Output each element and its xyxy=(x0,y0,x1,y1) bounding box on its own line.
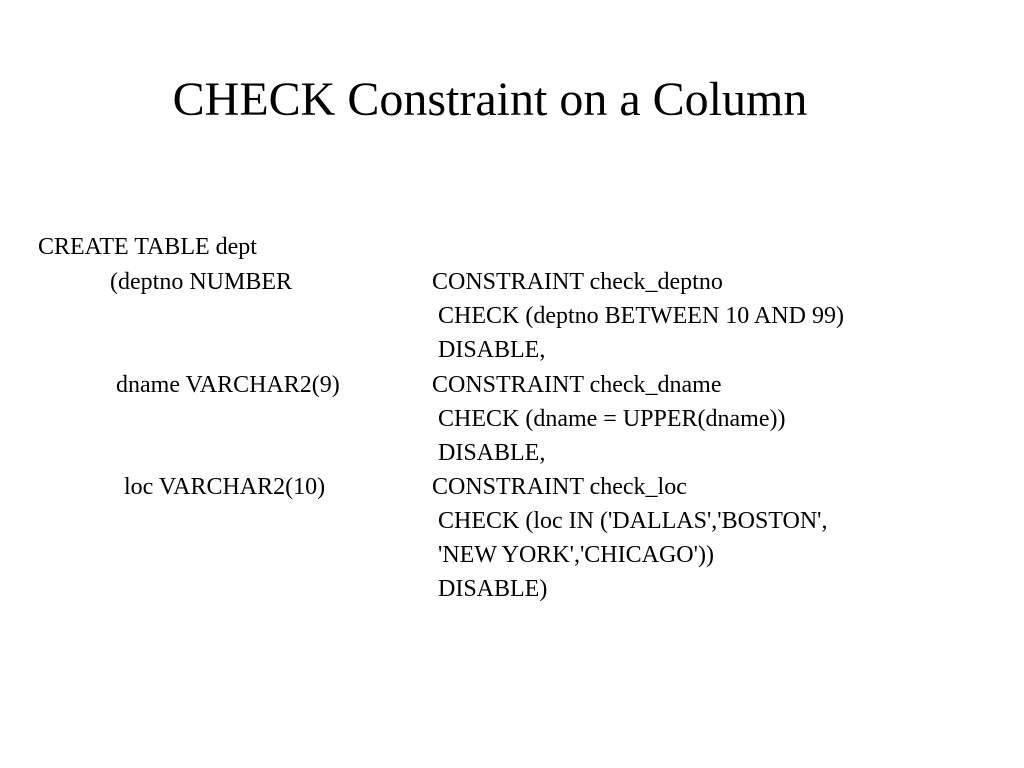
loc-disable-clause: DISABLE) xyxy=(438,576,548,602)
create-table-line: CREATE TABLE dept xyxy=(38,234,257,260)
deptno-column-definition: (deptno NUMBER xyxy=(110,269,292,295)
dname-constraint-name: CONSTRAINT check_dname xyxy=(432,372,722,398)
dname-disable-clause: DISABLE, xyxy=(438,440,546,466)
loc-column-definition: loc VARCHAR2(10) xyxy=(124,474,326,500)
dname-check-clause: CHECK (dname = UPPER(dname)) xyxy=(438,406,786,432)
deptno-check-clause: CHECK (deptno BETWEEN 10 AND 99) xyxy=(438,303,844,329)
loc-check-clause-line-2: 'NEW YORK','CHICAGO')) xyxy=(438,542,714,568)
dname-column-definition: dname VARCHAR2(9) xyxy=(116,372,340,398)
loc-constraint-name: CONSTRAINT check_loc xyxy=(432,474,687,500)
loc-check-clause-line-1: CHECK (loc IN ('DALLAS','BOSTON', xyxy=(438,508,828,534)
deptno-disable-clause: DISABLE, xyxy=(438,337,546,363)
deptno-constraint-name: CONSTRAINT check_deptno xyxy=(432,269,723,295)
slide-title: CHECK Constraint on a Column xyxy=(172,73,808,126)
